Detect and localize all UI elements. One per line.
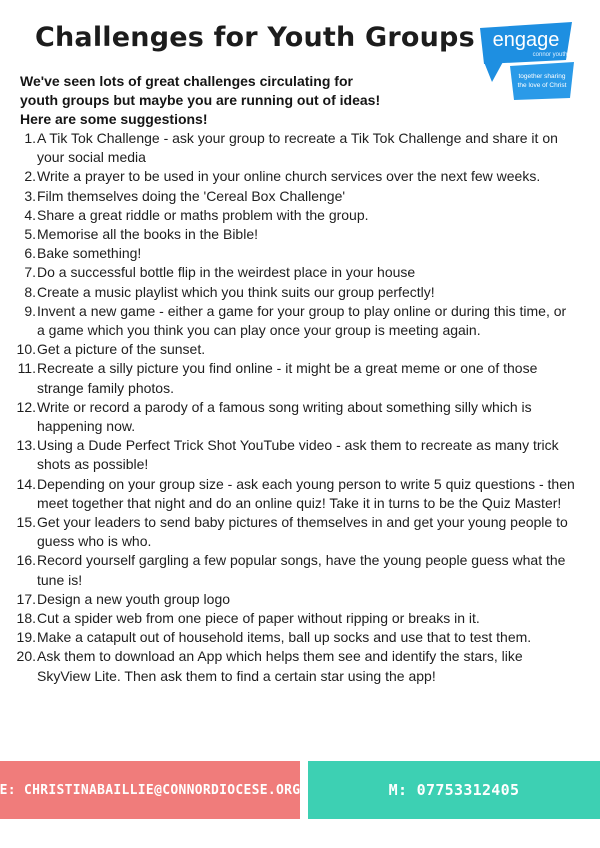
list-item-text: Bake something!	[37, 245, 142, 262]
list-item	[0, 340, 575, 359]
list-item	[0, 647, 575, 685]
list-item	[0, 302, 575, 340]
list-item	[0, 590, 575, 609]
list-item-text: Memorise all the books in the Bible!	[37, 226, 258, 243]
list-item-text: Write a prayer to be used in your online church services over the next few weeks.	[37, 168, 541, 185]
list-item-number: 1.	[24, 130, 36, 146]
list-item-text: Record yourself gargling a few popular songs, have the young people guess what the tune is!	[37, 552, 566, 588]
email-contact: E: CHRISTINABAILLIE@CONNORDIOCESE.ORG	[0, 761, 300, 819]
list-item-number: 16.	[16, 552, 36, 569]
list-item-number: 19.	[16, 629, 36, 646]
list-item-number: 20.	[16, 648, 36, 665]
intro-line: youth groups but maybe you are running out of ideas!	[20, 92, 381, 108]
list-item-text: Get a picture of the sunset.	[37, 341, 206, 358]
intro-line: We've seen lots of great challenges circulating for	[20, 73, 353, 89]
list-item-number: 11.	[17, 360, 36, 377]
list-item-number: 15.	[16, 514, 36, 531]
list-item-text: Share a great riddle or maths problem with the group.	[37, 206, 369, 223]
list-item-text: Ask them to download an App which helps them see and identify the stars, like SkyView Lite. Then ask them to find a certain star using the app!	[37, 648, 523, 684]
logo-tagline-1: together sharing	[518, 73, 566, 80]
list-item	[0, 551, 575, 589]
list-item-text: Film themselves doing the 'Cereal Box Challenge'	[37, 187, 346, 204]
list-item	[0, 436, 575, 474]
list-item-text: Do a successful bottle flip in the weirdest place in your house	[37, 264, 416, 281]
list-item-number: 4.	[24, 206, 36, 223]
suggestion-list	[0, 129, 575, 686]
phone-contact: M: 07753312405	[308, 761, 600, 819]
list-item-number: 5.	[24, 226, 36, 243]
list-item-text: Create a music playlist which you think suits our group perfectly!	[37, 283, 435, 300]
list-item-text: Make a catapult out of household items, ball up socks and use that to test them.	[37, 629, 532, 646]
intro-line: Here are some suggestions!	[20, 111, 208, 127]
list-item	[0, 129, 575, 167]
list-item	[0, 628, 575, 647]
logo-brand: engage	[492, 29, 560, 51]
list-item	[0, 225, 575, 244]
list-item	[0, 475, 575, 513]
list-item	[0, 609, 575, 628]
list-item-number: 8.	[24, 283, 36, 300]
list-item-number: 10.	[16, 341, 36, 358]
list-item-number: 7.	[24, 264, 36, 281]
list-item	[0, 359, 575, 397]
list-item-text: A Tik Tok Challenge - ask your group to recreate a Tik Tok Challenge and share it on your social media	[37, 130, 558, 166]
intro-text	[20, 72, 450, 129]
list-item-number: 6.	[24, 245, 36, 262]
list-item	[0, 398, 575, 436]
list-item-text: Cut a spider web from one piece of paper without ripping or breaks in it.	[37, 610, 480, 627]
page-title: Challenges for Youth Groups	[35, 22, 475, 53]
list-item-text: Design a new youth group logo	[37, 590, 231, 607]
list-item-text: Invent a new game - either a game for your group to play online or during this time, or a game which you think you can play once your group is meeting again.	[37, 302, 567, 339]
list-item	[0, 206, 575, 225]
list-item-number: 2.	[24, 168, 36, 185]
list-item-text: Write or record a parody of a famous song writing about something silly which is happening now.	[37, 398, 532, 435]
list-item-number: 14.	[16, 475, 36, 492]
list-item	[0, 263, 575, 282]
list-item-number: 18.	[16, 610, 36, 627]
list-item	[0, 187, 575, 206]
logo-tagline-2: the love of Christ	[517, 82, 567, 89]
list-item	[0, 167, 575, 186]
engage-logo	[470, 22, 580, 100]
list-item-text: Recreate a silly picture you find online - it might be a great meme or one of those strange family photos.	[37, 360, 538, 396]
list-item-number: 3.	[24, 187, 36, 204]
list-item	[0, 244, 575, 263]
list-item-number: 9.	[24, 302, 36, 319]
list-item	[0, 283, 575, 302]
list-item-number: 12.	[16, 398, 36, 415]
list-item	[0, 513, 575, 551]
list-item-text: Get your leaders to send baby pictures of themselves in and get your young people to guess who is who.	[37, 514, 568, 550]
list-item-number: 13.	[16, 437, 36, 454]
list-item-text: Using a Dude Perfect Trick Shot YouTube video - ask them to recreate as many trick shots as possible!	[37, 437, 559, 473]
list-item-number: 17.	[16, 590, 36, 607]
logo-subtitle: connor youth	[532, 52, 568, 58]
list-item-text: Depending on your group size - ask each young person to write 5 quiz questions - then meet together that night and do an online quiz! Take it in turns to be the Quiz Master!	[37, 475, 575, 511]
